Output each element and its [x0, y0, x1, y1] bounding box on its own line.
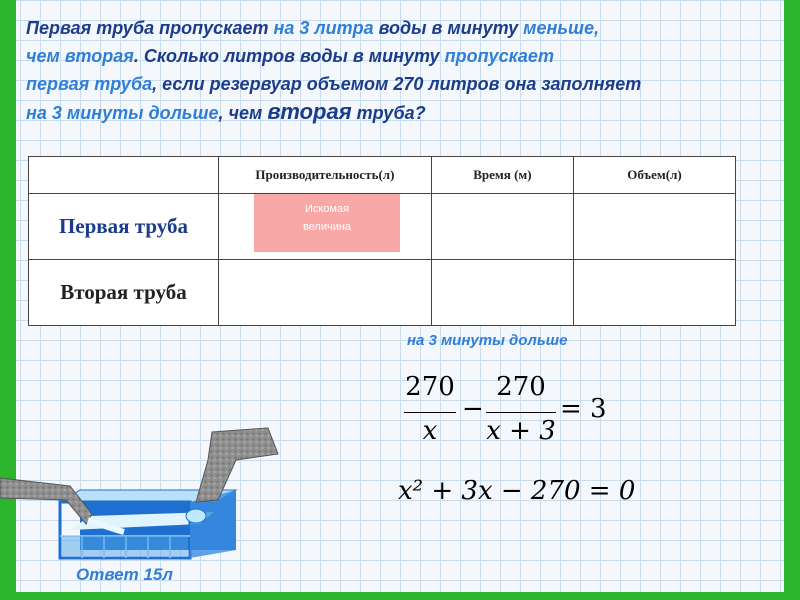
equation-1 — [404, 372, 607, 452]
problem-part: , если резервуар объемом 270 литров она заполняет — [152, 74, 642, 94]
problem-part: воды в минуту — [373, 18, 524, 38]
table-cell — [573, 194, 735, 260]
problem-part: труба? — [351, 103, 426, 123]
row-label: Вторая труба — [29, 260, 219, 326]
problem-part: пропускает — [154, 18, 274, 38]
fraction-1-bar — [404, 412, 456, 413]
problem-part: вторая — [267, 99, 352, 124]
problem-part: на 3 минуты дольше — [26, 103, 219, 123]
fraction-1-denominator: x — [422, 416, 438, 446]
equation-rhs: = 3 — [560, 394, 607, 424]
problem-text — [26, 14, 786, 127]
table-row — [29, 260, 736, 326]
fraction-1-numerator: 270 — [405, 372, 455, 402]
problem-part: Первая труба — [26, 18, 155, 38]
corner-cell — [29, 157, 219, 194]
problem-part: чем вторая — [26, 46, 134, 66]
right-water-stream — [186, 509, 206, 523]
row-label: Первая труба — [29, 194, 219, 260]
highlight-line: величина — [302, 221, 352, 233]
right-pipe — [196, 428, 278, 502]
problem-part: на 3 литра — [273, 18, 374, 38]
problem-part: , чем — [218, 103, 268, 123]
column-header: Объем(л) — [573, 157, 735, 194]
time-note: на 3 минуты дольше — [407, 332, 568, 349]
fraction-2-numerator: 270 — [496, 372, 546, 402]
highlight-line: Искомая — [304, 203, 350, 215]
equation-2: x² + 3x − 270 = 0 — [398, 476, 636, 506]
left-pipe — [0, 478, 92, 524]
problem-part: меньше, — [523, 18, 600, 38]
sought-value-highlight — [254, 194, 400, 252]
problem-part: пропускает — [444, 46, 554, 66]
table-header-row — [29, 157, 736, 194]
problem-part: . Сколько литров воды в минуту — [133, 46, 445, 66]
table-cell — [218, 260, 431, 326]
column-header: Производительность(л) — [218, 157, 431, 194]
problem-part: первая труба — [26, 74, 153, 94]
table-cell — [573, 260, 735, 326]
fraction-2-bar — [486, 412, 556, 413]
answer-text: Ответ 15л — [76, 565, 173, 584]
table-cell — [431, 194, 573, 260]
column-header: Время (м) — [431, 157, 573, 194]
fraction-2-denominator: x + 3 — [486, 416, 556, 446]
reservoir-illustration — [0, 420, 280, 570]
table-cell — [431, 260, 573, 326]
minus-sign: − — [462, 394, 484, 424]
tank-water-front — [62, 536, 188, 556]
